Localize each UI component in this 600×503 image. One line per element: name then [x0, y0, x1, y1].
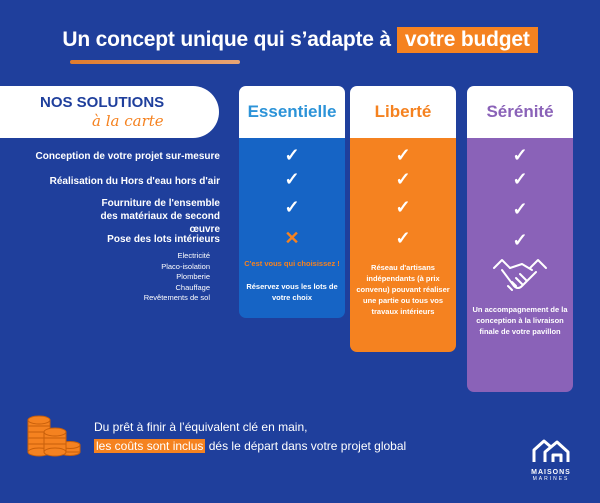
column-note: Réseau d'artisans indépendants (à prix convenu) pouvant réaliser une partie ou tous vos travaux intérieurs: [356, 263, 450, 316]
logo-name: MAISONS: [531, 469, 571, 476]
sub-item: Revêtements de sol: [143, 293, 210, 302]
column-note: Un accompagnement de la conception à la livraison finale de votre pavillon: [472, 305, 568, 336]
column-title: Essentielle: [239, 86, 345, 138]
sub-item: Plomberie: [176, 272, 210, 281]
solutions-title: NOS SOLUTIONS: [40, 94, 165, 111]
sub-item: Electricité: [177, 251, 210, 260]
column-title: Sérénité: [467, 86, 573, 138]
check-icon: ✓: [284, 145, 300, 165]
column-serenite: [467, 86, 573, 392]
cross-icon: ✕: [284, 228, 300, 248]
footer-rest: dés le départ dans votre projet global: [205, 439, 407, 453]
title-prefix: Un concept unique qui s’adapte à: [62, 28, 391, 51]
column-note: Réservez vous les lots de votre choix: [246, 282, 338, 302]
check-icon: ✓: [512, 230, 528, 250]
footer-line2: [94, 437, 406, 456]
check-icon: ✓: [284, 169, 300, 189]
brand-logo: [526, 438, 576, 486]
row-label-pose: Pose des lots intérieurs: [107, 234, 220, 245]
logo-sub: MARINES: [532, 476, 570, 482]
page-title: [0, 28, 600, 52]
check-icon: ✓: [395, 169, 411, 189]
check-icon: ✓: [512, 199, 528, 219]
column-title: Liberté: [350, 86, 456, 138]
title-highlight: votre budget: [397, 27, 538, 53]
check-icon: ✓: [512, 169, 528, 189]
sub-item: Chauffage: [175, 282, 210, 292]
check-icon: ✓: [395, 145, 411, 165]
coins-icon: [26, 412, 82, 460]
brush-underline: [70, 60, 240, 64]
row-label-materiaux: Fourniture de l'ensemble des matériaux de second œuvre: [100, 198, 220, 235]
solutions-subtitle: à la carte: [92, 112, 164, 130]
column-liberte: [350, 86, 456, 352]
pose-sub-list: [144, 251, 210, 304]
footer-highlight: les coûts sont inclus: [96, 439, 204, 453]
column-body: [239, 138, 345, 318]
footer-text: [94, 418, 406, 456]
solutions-banner: [0, 86, 219, 138]
row-label-hors-eau: Réalisation du Hors d'eau hors d'air: [49, 176, 220, 187]
column-note-highlight: C'est vous qui choisissez !: [244, 259, 340, 268]
column-body: [467, 138, 573, 392]
footer-line1: Du prêt à finir à l’équivalent clé en main,: [94, 420, 308, 434]
check-icon: ✓: [395, 197, 411, 217]
check-icon: ✓: [395, 228, 411, 248]
column-essentielle: [239, 86, 345, 318]
row-label-conception: Conception de votre projet sur-mesure: [35, 151, 220, 162]
handshake-icon: [492, 256, 548, 296]
sub-item: Placo-isolation: [161, 261, 210, 271]
house-logo-icon: [531, 438, 571, 464]
check-icon: ✓: [284, 197, 300, 217]
column-body: [350, 138, 456, 352]
check-icon: ✓: [512, 145, 528, 165]
